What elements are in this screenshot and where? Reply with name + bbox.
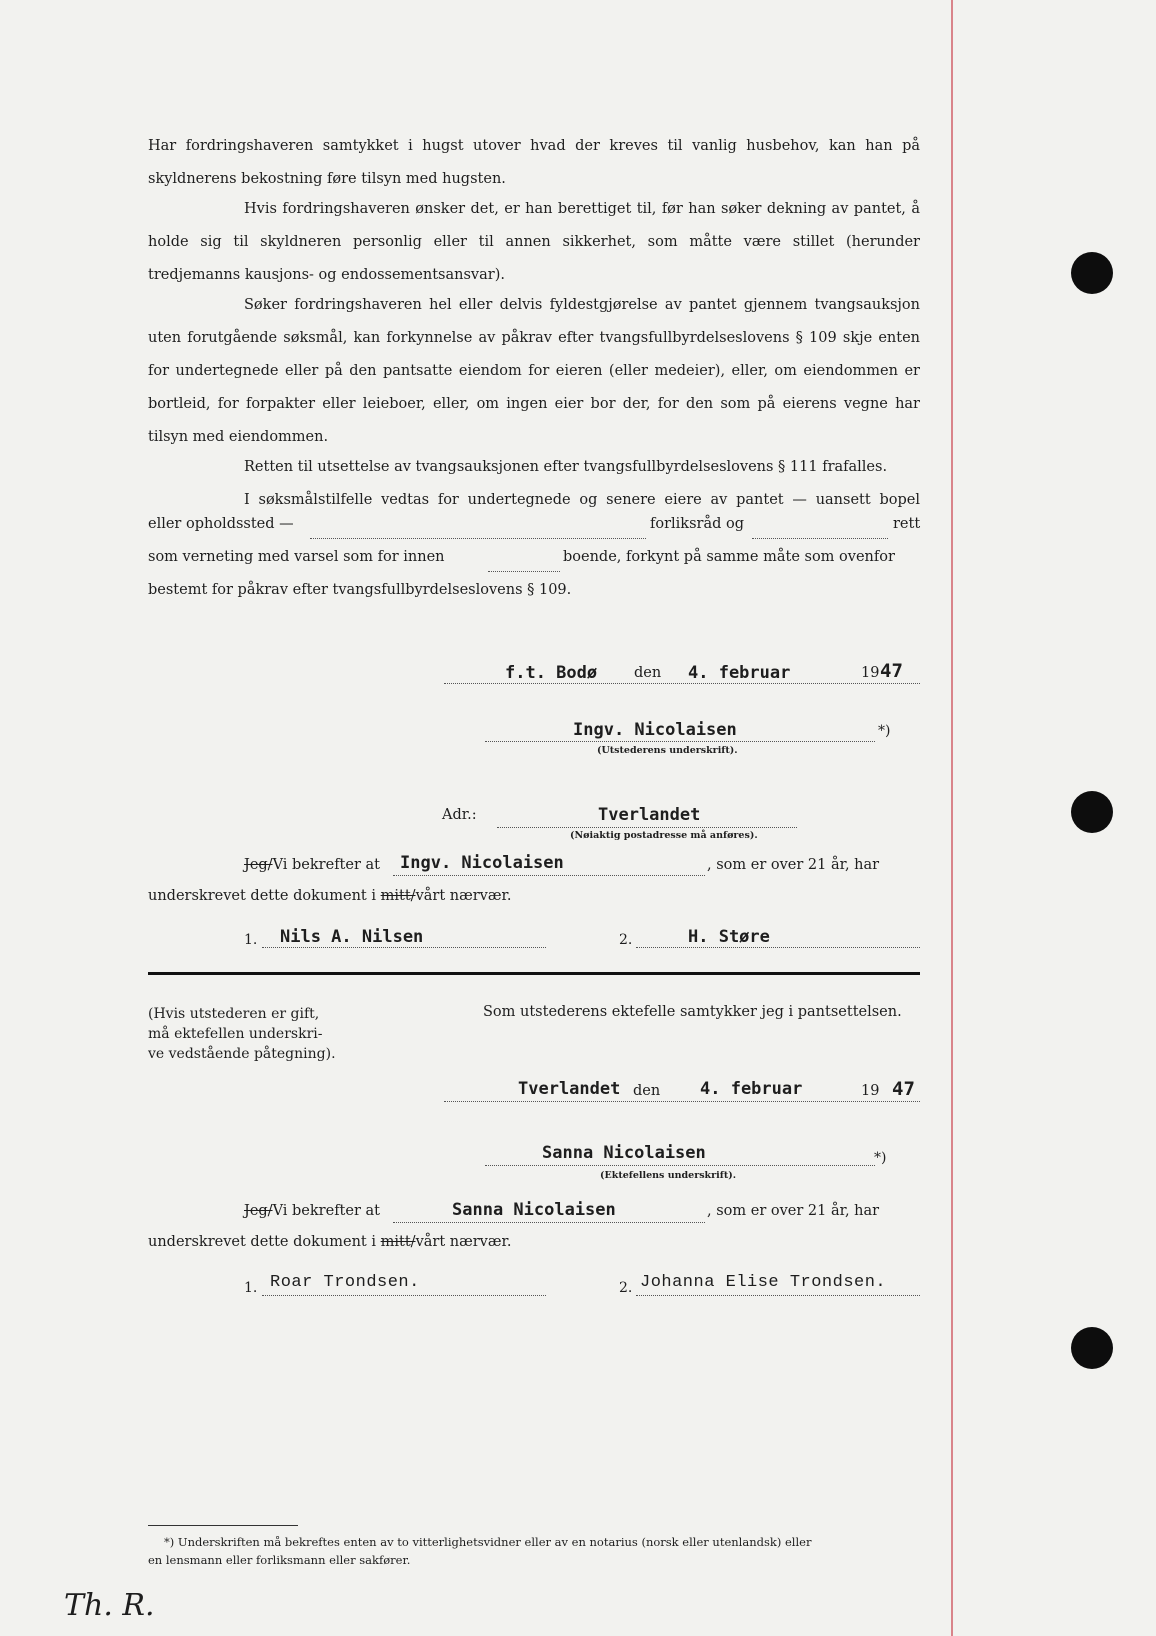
spouse-witness-2: Johanna Elise Trondsen. (640, 1273, 887, 1292)
paragraph-5-line-2-a: eller opholdssted — (148, 516, 294, 532)
spouse-confirm-line2 (148, 1234, 511, 1250)
spouse-den-label: den (633, 1083, 661, 1099)
paragraph-1: Har fordringshaveren samtykket i hugst utover hvad der kreves til vanlig husbehov, kan han på skyldnerens bekostning føre tilsyn med hugsten. (148, 138, 920, 187)
spouse-confirm-b: , som er over 21 år, har (707, 1203, 880, 1219)
punch-hole (1071, 252, 1113, 294)
paragraph-2: Hvis fordringshaveren ønsker det, er han berettiget til, før han søker dekning av pantet, å holde sig til skyldneren personlig eller til annen sikkerhet, som måtte være stillet (herunder tredjemanns kausjons- og endossementsansvar). (148, 201, 920, 283)
spouse-note-line-2: må ektefellen underskri- (148, 1026, 323, 1042)
jurisdiction-blank (310, 538, 646, 539)
issuer-date-line (444, 683, 920, 684)
spouse-consent: Som utstederens ektefelle samtykker jeg i pantsettelsen. (483, 1004, 902, 1020)
witness-2-line (636, 947, 920, 948)
issuer-confirm-name: Ingv. Nicolaisen (400, 853, 564, 873)
spouse-year-suffix: 47 (892, 1078, 915, 1100)
margin-rule (951, 0, 953, 1636)
issuer-place: f.t. Bodø (505, 663, 598, 683)
paragraph-5-line-1: I søksmålstilfelle vedtas for undertegnede og senere eiere av pantet — uansett bopel (244, 492, 920, 508)
issuer-date: 4. februar (688, 663, 791, 683)
paragraph-5-line-4: bestemt for påkrav efter tvangsfullbyrdelseslovens § 109. (148, 582, 572, 598)
spouse-signature-caption: (Ektefellens underskrift). (600, 1170, 737, 1181)
witness-2-number: 2. (619, 1280, 633, 1296)
district-blank (488, 571, 560, 572)
paragraph-5-line-3-b: boende, forkynt på samme måte som ovenfor (563, 549, 895, 565)
witness-1-line (262, 947, 546, 948)
witness-2-number: 2. (619, 932, 633, 948)
issuer-confirm-a: Vi bekrefter at (272, 857, 380, 873)
confirm-line2-a: underskrevet dette dokument i (148, 1234, 377, 1250)
issuer-year-prefix: 19 (861, 665, 880, 681)
issuer-signature-caption: (Utstederens underskrift). (597, 745, 738, 756)
issuer-signature: Ingv. Nicolaisen (573, 720, 737, 740)
issuer-witness-1: Nils A. Nilsen (280, 927, 424, 947)
spouse-witness-1: Roar Trondsen. (270, 1273, 420, 1292)
spouse-note (148, 1004, 336, 1064)
issuer-witness-2: H. Støre (688, 927, 770, 947)
issuer-confirm-line2 (148, 888, 511, 904)
issuer-confirm-b: , som er over 21 år, har (707, 857, 880, 873)
spouse-confirm-text (244, 1203, 380, 1219)
witness-2-line (636, 1295, 920, 1296)
issuer-confirm-line (393, 875, 705, 876)
address-caption: (Nøiaktig postadresse må anføres). (570, 830, 758, 841)
issuer-signature-line (485, 741, 875, 742)
paragraph-3: Søker fordringshaveren hel eller delvis fyldestgjørelse av pantet gjennem tvangsauksjon uten forutgående søksmål, kan forkynnelse av påkrav efter tvangsfullbyrdelseslovens § 109 skje enten for undertegnede eller på den pantsatte eiendom for eieren (eller medeier), eller, om eiendommen er bortleid, for forpakter eller leieboer, eller, om ingen eier bor der, for den som på eierens vegne har tilsyn med eiendommen. (148, 297, 920, 445)
struck-mitt: mitt/ (380, 1234, 416, 1250)
witness-1-line (262, 1295, 546, 1296)
footnote-line-1: *) Underskriften må bekreftes enten av to vitterlighetsvidner eller av en notarius (norsk eller utenlandsk) eller (164, 1535, 812, 1549)
struck-mitt: mitt/ (380, 888, 416, 904)
issuer-den-label: den (634, 665, 662, 681)
struck-jeg: Jeg/ (244, 857, 273, 873)
spouse-confirm-a: Vi bekrefter at (272, 1203, 380, 1219)
paragraph-5-line-3-a: som verneting med varsel som for innen (148, 549, 445, 565)
footnote-rule (148, 1525, 298, 1526)
address-label: Adr.: (442, 807, 477, 823)
spouse-date-line (444, 1101, 920, 1102)
issuer-address: Tverlandet (598, 805, 701, 825)
margin-initials: Th. R. (64, 1588, 155, 1623)
court-blank (752, 538, 888, 539)
punch-hole (1071, 1327, 1113, 1369)
witness-1-number: 1. (244, 1280, 258, 1296)
address-line (497, 827, 797, 828)
paragraph-5-line-2-b: forliksråd og (650, 516, 745, 532)
spouse-asterisk: *) (874, 1150, 887, 1166)
paragraph-5-line-2-c: rett (893, 516, 921, 532)
confirm-line2-a: underskrevet dette dokument i (148, 888, 377, 904)
footnote-line-2: en lensmann eller forliksmann eller sakfører. (148, 1553, 411, 1567)
witness-1-number: 1. (244, 932, 258, 948)
spouse-confirm-name: Sanna Nicolaisen (452, 1200, 616, 1220)
spouse-note-line-3: ve vedstående påtegning). (148, 1046, 336, 1062)
punch-hole (1071, 791, 1113, 833)
confirm-line2-b: vårt nærvær. (415, 1234, 512, 1250)
spouse-date: 4. februar (700, 1079, 803, 1099)
issuer-confirm-text (244, 857, 380, 873)
spouse-signature: Sanna Nicolaisen (542, 1143, 706, 1163)
spouse-signature-line (485, 1165, 875, 1166)
spouse-year-prefix: 19 (861, 1083, 880, 1099)
section-divider (148, 972, 920, 975)
struck-jeg: Jeg/ (244, 1203, 273, 1219)
issuer-asterisk: *) (878, 723, 891, 739)
paragraph-4: Retten til utsettelse av tvangsauksjonen efter tvangsfullbyrdelseslovens § 111 frafalles. (244, 459, 888, 475)
spouse-confirm-line (393, 1222, 705, 1223)
issuer-year-suffix: 47 (880, 660, 903, 682)
spouse-place: Tverlandet (518, 1079, 621, 1099)
confirm-line2-b: vårt nærvær. (415, 888, 512, 904)
spouse-note-line-1: (Hvis utstederen er gift, (148, 1006, 320, 1022)
